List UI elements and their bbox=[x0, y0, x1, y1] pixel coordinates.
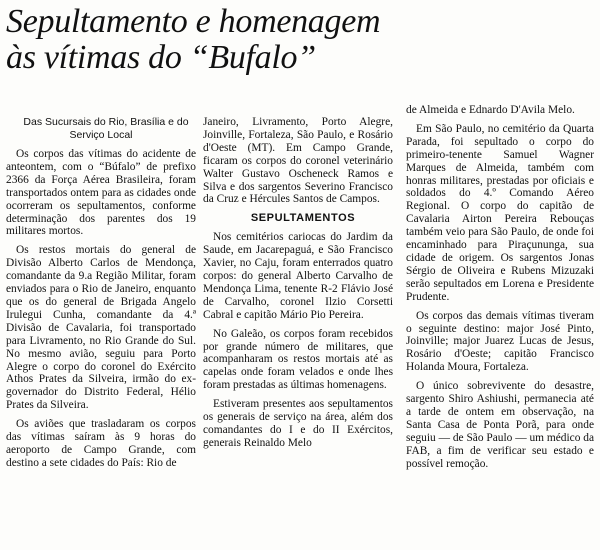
col2-paragraph-4: Estiveram presentes aos sepultamentos os generais de serviço na área, além dos comandantes do I e do II Exércitos, generais Reinaldo Melo bbox=[203, 398, 393, 449]
headline bbox=[6, 4, 416, 76]
column-3 bbox=[406, 104, 594, 476]
column-1 bbox=[6, 116, 196, 476]
headline-line-2: às vítimas do “Bufalo” bbox=[6, 39, 316, 76]
col3-paragraph-3: O único sobrevivente do desastre, sargento Shiro Ashiushi, permanecia até a tarde de ontem em observação, na Santa Casa de Ponta Porã, para onde seguiu — de São Paulo — um médico da FAB, a fim de verificar seu estado e possível remoção. bbox=[406, 380, 594, 470]
col2-paragraph-2: Nos cemitérios cariocas do Jardim da Saude, em Jacarepaguá, e São Francisco Xavier, no Caju, foram enterrados quatro corpos: do general Alberto Carvalho de Mendonça Lima, tenente R-2 Flávio José de Carvalho, coronel Ilzio Corsetti Cabral e capitão Mário Pio Pereira. bbox=[203, 231, 393, 321]
col3-paragraph-1: Em São Paulo, no cemitério da Quarta Parada, foi sepultado o corpo do primeiro-tenente Samuel Wagner Marques de Almeida, também com honras militares, prestadas por oficiais e soldados do 4.º Comando Aéreo Regional. O corpo do capitão de Cavalaria Airton Pereira Rebouças também veio para São Paulo, de onde foi encaminhado para Piraçununga, sua cidade de origem. Os sargentos Jonas Sérgio de Oliveira e Rubens Mizuzaki serão sepultados em Lorena e Presidente Prudente. bbox=[406, 122, 594, 303]
col1-paragraph-1: Os corpos das vítimas do acidente de anteontem, com o “Búfalo” de prefixo 2366 da Força Aérea Brasileira, foram transportados ontem para as cidades onde ocorreram os sepultamentos, conforme determinação dos parentes dos 19 militares mortos. bbox=[6, 148, 196, 238]
col3-paragraph-2: Os corpos das demais vítimas tiveram o seguinte destino: major José Pinto, Joinville; major Juarez Lucas de Jesus, Rosário d'Oeste; capitão Francisco Holanda Moura, Fortaleza. bbox=[406, 309, 594, 374]
column-2 bbox=[203, 116, 393, 456]
col2-paragraph-3: No Galeão, os corpos foram recebidos por grande número de militares, que acompanharam os restos mortais até as capelas onde foram velados e onde lhes foram prestadas as últimas homenagens. bbox=[203, 327, 393, 392]
col1-paragraph-3: Os aviões que trasladaram os corpos das vítimas saíram às 9 horas do aeroporto de Campo Grande, com destino a sete cidades do País: Rio de bbox=[6, 418, 196, 469]
col1-paragraph-2: Os restos mortais do general de Divisão Alberto Carlos de Mendonça, comandante da 9.a Região Militar, foram enviados para o Rio de Janeiro, enquanto que os do general de Brigada Angelo Irulegui Cunha, comandante da 4.ª Divisão de Cavalaria, foi transportado para Livramento, no Rio Grande do Sul. No mesmo avião, seguiu para Porto Alegre o corpo do coronel do Exército Athos Prates da Silveira, irmão do ex-governador do Distrito Federal, Hélio Prates da Silveira. bbox=[6, 244, 196, 412]
section-subhead: SEPULTAMENTOS bbox=[250, 212, 356, 225]
col2-paragraph-1: Janeiro, Livramento, Porto Alegre, Joinville, Fortaleza, São Paulo, e Rosário d'Oeste (MT). Em Campo Grande, ficaram os corpos do coronel veterinário Walter Gustavo Oscheneck Ramos e Silva e dos sargentos Severino Francisco da Cruz e Hércules Santos de Campos. bbox=[203, 116, 393, 206]
col3-paragraph-0: de Almeida e Ednardo D'Avila Melo. bbox=[406, 104, 575, 116]
byline: Das Sucursais do Rio, Brasília e do Serviço Local bbox=[23, 116, 189, 141]
headline-line-1: Sepultamento e homenagem bbox=[6, 3, 381, 40]
